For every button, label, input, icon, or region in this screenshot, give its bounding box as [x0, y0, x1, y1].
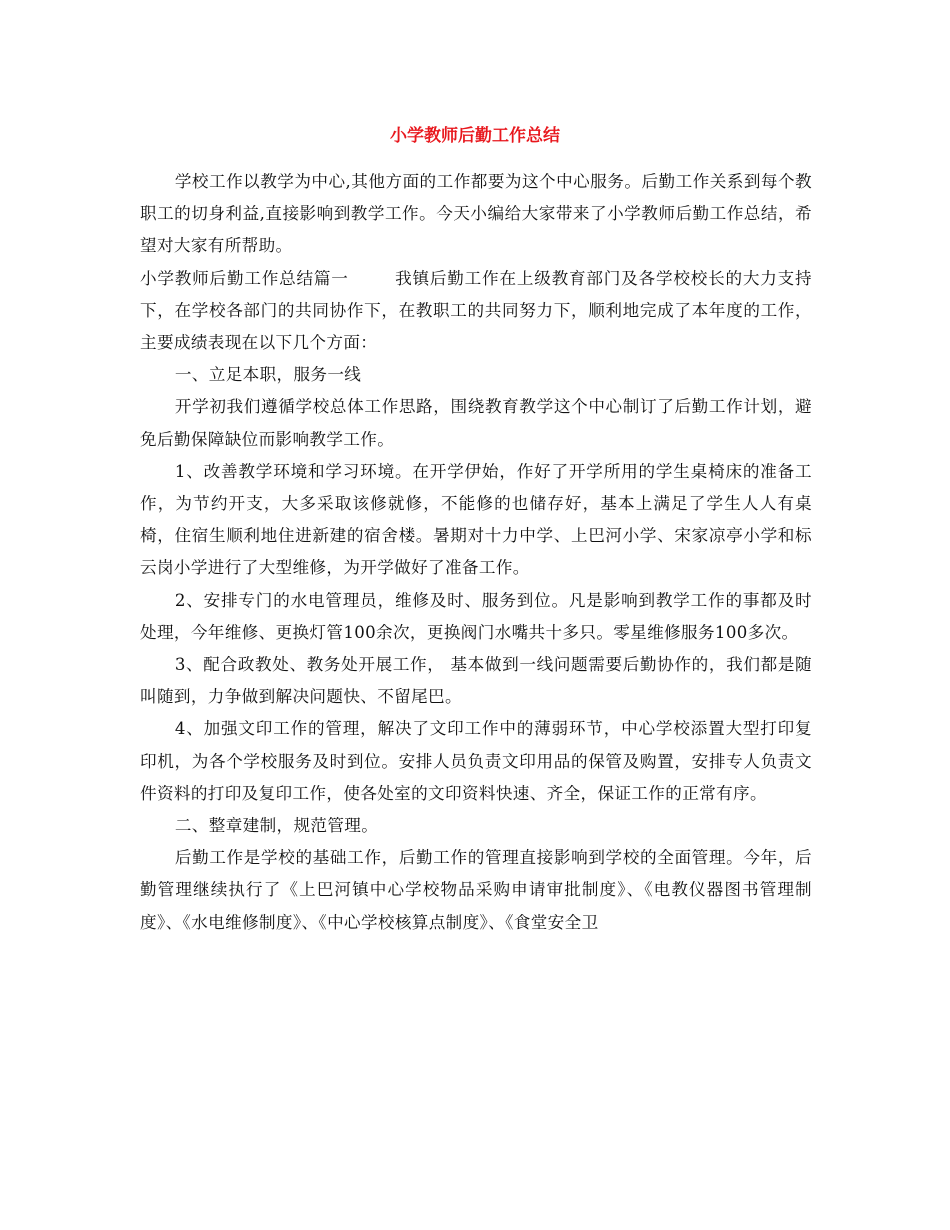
list-item-2: 2、安排专门的水电管理员，维修及时、服务到位。凡是影响到教学工作的事都及时处理，今年维修、更换灯管100余次，更换阀门水嘴共十多只。零星维修服务100多次。: [140, 590, 812, 642]
heading-2: 二、整章建制，规范管理。: [174, 816, 379, 836]
section-label: 小学教师后勤工作总结篇一: [140, 268, 349, 288]
section-paragraph: [140, 263, 812, 360]
list-item-1: 1、改善教学环境和学习环境。在开学伊始，作好了开学所用的学生桌椅床的准备工作，为节约开支，大多采取该修就修，不能修的也储存好，基本上满足了学生人人有桌椅，住宿生顺利地住进新建的宿舍楼。暑期对十力中学、上巴河小学、宋家凉亭小学和标云岗小学进行了大型维修，为开学做好了准备工作。: [140, 461, 812, 578]
document-body: [140, 166, 812, 939]
paragraph-1: 开学初我们遵循学校总体工作思路，围绕教育教学这个中心制订了后勤工作计划，避免后勤保障缺位而影响教学工作。: [140, 397, 812, 449]
paragraph-2: 后勤工作是学校的基础工作，后勤工作的管理直接影响到学校的全面管理。今年，后勤管理继续执行了《上巴河镇中心学校物品采购申请审批制度》、《电教仪器图书管理制度》、《水电维修制度》、《中心学校核算点制度》、《食堂安全卫: [140, 848, 812, 932]
document-title: 小学教师后勤工作总结: [390, 126, 560, 146]
list-item-3: 3、配合政教处、教务处开展工作， 基本做到一线问题需要后勤协作的，我们都是随叫随到，力争做到解决问题快、不留尾巴。: [140, 655, 812, 707]
intro-paragraph: 学校工作以教学为中心,其他方面的工作都要为这个中心服务。后勤工作关系到每个教职工的切身利益,直接影响到教学工作。今天小编给大家带来了小学教师后勤工作总结，希望对大家有所帮助。: [140, 172, 812, 256]
list-item-4: 4、加强文印工作的管理，解决了文印工作中的薄弱环节，中心学校添置大型打印复印机，为各个学校服务及时到位。安排人员负责文印用品的保管及购置，安排专人负责文件资料的打印及复印工作，使各处室的文印资料快速、齐全，保证工作的正常有序。: [140, 719, 812, 803]
section-text: 我镇后勤工作在上级教育部门及各学校校长的大力支持下，在学校各部门的共同协作下，在教职工的共同努力下，顺利地完成了本年度的工作，主要成绩表现在以下几个方面：: [140, 268, 812, 353]
heading-1: 一、立足本职，服务一线: [174, 365, 362, 385]
